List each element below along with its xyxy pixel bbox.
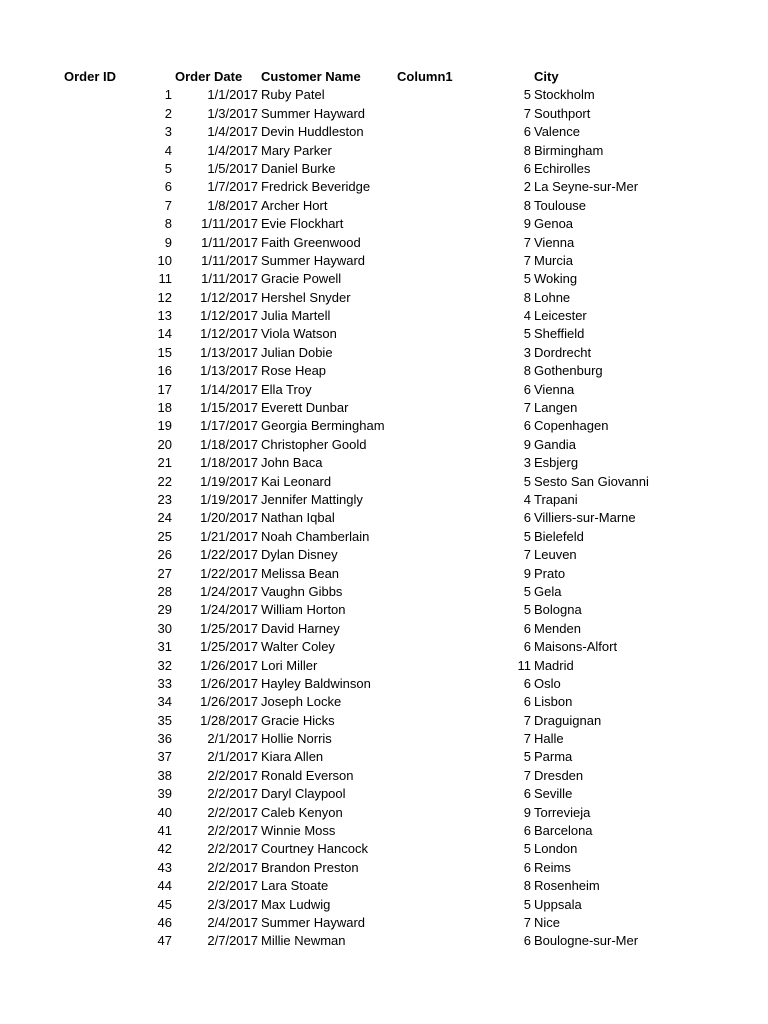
order-id-cell: 42: [157, 841, 172, 857]
order-id-cell: 44: [157, 878, 172, 894]
order-date-cell: 1/11/2017: [201, 216, 258, 232]
order-id-cell: 10: [157, 252, 172, 268]
order-id-cell: 45: [157, 896, 172, 912]
order-date-cell: 1/18/2017: [200, 455, 258, 471]
column1-cell: 7: [523, 105, 531, 121]
order-id-cell: 14: [157, 326, 172, 342]
order-date-cell: 1/22/2017: [200, 565, 258, 581]
order-date-cell: 1/24/2017: [200, 583, 258, 599]
order-id-cell: 2: [164, 105, 172, 121]
table-row: [0, 528, 768, 546]
order-date-cell: 1/11/2017: [201, 271, 258, 287]
order-date-cell: 1/26/2017: [200, 657, 258, 673]
city-cell: Dordrecht: [534, 344, 592, 360]
table-row: [0, 289, 768, 307]
table-row: [0, 896, 768, 914]
customer-name-cell: Archer Hort: [261, 197, 328, 213]
order-id-cell: 25: [157, 528, 172, 544]
header-row: [0, 68, 768, 86]
table-row: [0, 730, 768, 748]
order-date-cell: 1/17/2017: [200, 418, 258, 434]
order-id-cell: 33: [157, 675, 172, 691]
city-cell: Genoa: [534, 216, 574, 232]
customer-name-cell: Everett Dunbar: [261, 400, 349, 416]
column1-cell: 9: [523, 436, 531, 452]
order-date-cell: 1/5/2017: [207, 160, 258, 176]
customer-name-cell: Hayley Baldwinson: [261, 675, 371, 691]
column1-cell: 9: [523, 565, 531, 581]
order-id-cell: 31: [157, 639, 172, 655]
order-date-cell: 2/1/2017: [207, 731, 258, 747]
header-order-id: Order ID: [64, 69, 117, 84]
city-cell: Birmingham: [534, 142, 604, 158]
header-order-date: Order Date: [175, 69, 243, 84]
column1-cell: 7: [523, 712, 531, 728]
customer-name-cell: Max Ludwig: [261, 896, 331, 912]
order-id-cell: 11: [158, 271, 172, 287]
order-date-cell: 1/15/2017: [200, 400, 258, 416]
order-id-cell: 15: [157, 344, 172, 360]
column1-cell: 6: [523, 418, 531, 434]
city-cell: Copenhagen: [534, 418, 609, 434]
column1-cell: 9: [523, 804, 531, 820]
column1-cell: 8: [523, 289, 531, 305]
city-cell: Menden: [534, 620, 581, 636]
column1-cell: 4: [523, 491, 531, 507]
customer-name-cell: Lori Miller: [261, 657, 318, 673]
customer-name-cell: Viola Watson: [261, 326, 337, 342]
order-id-cell: 35: [157, 712, 172, 728]
table-row: [0, 509, 768, 527]
table-row: [0, 270, 768, 288]
city-cell: Barcelona: [534, 823, 593, 839]
column1-cell: 6: [523, 381, 531, 397]
table-row: [0, 620, 768, 638]
customer-name-cell: Evie Flockhart: [261, 216, 344, 232]
column1-cell: 6: [523, 510, 531, 526]
city-cell: Rosenheim: [534, 878, 600, 894]
city-cell: Madrid: [534, 657, 574, 673]
table-row: [0, 178, 768, 196]
city-cell: Leicester: [534, 308, 587, 324]
city-cell: Prato: [534, 565, 566, 581]
column1-cell: 6: [523, 823, 531, 839]
column1-cell: 11: [517, 657, 531, 673]
city-cell: La Seyne-sur-Mer: [534, 179, 639, 195]
customer-name-cell: Mary Parker: [261, 142, 332, 158]
city-cell: Bielefeld: [534, 528, 584, 544]
order-date-cell: 1/24/2017: [200, 602, 258, 618]
order-id-cell: 7: [164, 197, 172, 213]
city-cell: Bologna: [534, 602, 582, 618]
order-date-cell: 1/25/2017: [200, 639, 258, 655]
city-cell: Uppsala: [534, 896, 582, 912]
order-date-cell: 2/3/2017: [207, 896, 258, 912]
customer-name-cell: Faith Greenwood: [261, 234, 361, 250]
table-row: [0, 160, 768, 178]
table-row: [0, 840, 768, 858]
order-id-cell: 13: [157, 308, 172, 324]
column1-cell: 6: [523, 639, 531, 655]
order-id-cell: 18: [157, 400, 172, 416]
order-id-cell: 43: [157, 859, 172, 875]
city-cell: Langen: [534, 400, 578, 416]
city-cell: Leuven: [534, 547, 577, 563]
city-cell: London: [534, 841, 578, 857]
order-date-cell: 1/19/2017: [200, 491, 258, 507]
table-row: [0, 767, 768, 785]
order-date-cell: 2/2/2017: [207, 841, 258, 857]
table-row: [0, 473, 768, 491]
table-row: [0, 601, 768, 619]
order-id-cell: 20: [157, 436, 172, 452]
header-customer-name: Customer Name: [261, 69, 361, 84]
order-date-cell: 1/13/2017: [200, 363, 258, 379]
order-id-cell: 24: [157, 510, 172, 526]
city-cell: Nice: [534, 914, 561, 930]
customer-name-cell: Summer Hayward: [261, 252, 366, 268]
spreadsheet-page: [0, 68, 768, 951]
column1-cell: 8: [523, 142, 531, 158]
table-row: [0, 86, 768, 104]
order-id-cell: 23: [157, 491, 172, 507]
table-row: [0, 307, 768, 325]
customer-name-cell: Melissa Bean: [261, 565, 340, 581]
table-row: [0, 417, 768, 435]
order-id-cell: 19: [157, 418, 172, 434]
table-row: [0, 638, 768, 656]
column1-cell: 6: [523, 859, 531, 875]
column1-cell: 8: [523, 363, 531, 379]
customer-name-cell: Kiara Allen: [261, 749, 324, 765]
order-date-cell: 1/7/2017: [207, 179, 258, 195]
order-date-cell: 1/12/2017: [200, 308, 258, 324]
order-date-cell: 2/2/2017: [207, 859, 258, 875]
customer-name-cell: Devin Huddleston: [261, 124, 364, 140]
table-row: [0, 932, 768, 950]
city-cell: Torrevieja: [534, 804, 591, 820]
order-date-cell: 1/21/2017: [200, 528, 258, 544]
table-row: [0, 565, 768, 583]
city-cell: Seville: [534, 786, 573, 802]
order-date-cell: 2/2/2017: [207, 823, 258, 839]
order-id-cell: 29: [157, 602, 172, 618]
order-date-cell: 1/26/2017: [200, 675, 258, 691]
order-date-cell: 1/22/2017: [200, 547, 258, 563]
order-date-cell: 2/2/2017: [207, 786, 258, 802]
table-row: [0, 822, 768, 840]
city-cell: Sheffield: [534, 326, 585, 342]
city-cell: Esbjerg: [534, 455, 579, 471]
city-cell: Toulouse: [534, 197, 587, 213]
column1-cell: 9: [523, 216, 531, 232]
table-row: [0, 234, 768, 252]
order-id-cell: 34: [157, 694, 172, 710]
city-cell: Sesto San Giovanni: [534, 473, 649, 489]
city-cell: Gothenburg: [534, 363, 603, 379]
city-cell: Reims: [534, 859, 571, 875]
order-id-cell: 47: [157, 933, 172, 949]
customer-name-cell: Winnie Moss: [261, 823, 336, 839]
column1-cell: 8: [523, 878, 531, 894]
order-date-cell: 1/18/2017: [200, 436, 258, 452]
customer-name-cell: Dylan Disney: [261, 547, 338, 563]
table-row: [0, 859, 768, 877]
order-date-cell: 2/2/2017: [207, 767, 258, 783]
column1-cell: 3: [523, 344, 531, 360]
table-row: [0, 546, 768, 564]
order-date-cell: 2/2/2017: [207, 804, 258, 820]
order-id-cell: 28: [157, 583, 172, 599]
customer-name-cell: Fredrick Beveridge: [261, 179, 371, 195]
column1-cell: 7: [523, 234, 531, 250]
customer-name-cell: Hershel Snyder: [261, 289, 351, 305]
order-id-cell: 6: [164, 179, 172, 195]
order-id-cell: 37: [157, 749, 172, 765]
order-date-cell: 1/8/2017: [207, 197, 258, 213]
order-id-cell: 21: [157, 455, 172, 471]
city-cell: Gela: [534, 583, 562, 599]
order-date-cell: 1/3/2017: [207, 105, 258, 121]
customer-name-cell: David Harney: [261, 620, 340, 636]
city-cell: Vienna: [534, 381, 575, 397]
city-cell: Boulogne-sur-Mer: [534, 933, 639, 949]
table-row: [0, 657, 768, 675]
table-row: [0, 325, 768, 343]
order-id-cell: 39: [157, 786, 172, 802]
order-id-cell: 12: [157, 289, 172, 305]
table-row: [0, 454, 768, 472]
table-row: [0, 399, 768, 417]
order-date-cell: 1/1/2017: [207, 87, 258, 103]
order-id-cell: 38: [157, 767, 172, 783]
customer-name-cell: William Horton: [261, 602, 346, 618]
city-cell: Maisons-Alfort: [534, 639, 618, 655]
order-date-cell: 1/11/2017: [201, 234, 258, 250]
order-id-cell: 16: [157, 363, 172, 379]
table-row: [0, 215, 768, 233]
customer-name-cell: Joseph Locke: [261, 694, 342, 710]
customer-name-cell: Julia Martell: [261, 308, 331, 324]
customer-name-cell: Gracie Powell: [261, 271, 342, 287]
column1-cell: 6: [523, 786, 531, 802]
column1-cell: 7: [523, 400, 531, 416]
column1-cell: 5: [523, 473, 531, 489]
table-row: [0, 785, 768, 803]
column1-cell: 7: [523, 547, 531, 563]
order-date-cell: 1/28/2017: [200, 712, 258, 728]
column1-cell: 5: [523, 87, 531, 103]
order-date-cell: 1/19/2017: [200, 473, 258, 489]
column1-cell: 7: [523, 731, 531, 747]
column1-cell: 5: [523, 896, 531, 912]
customer-name-cell: Lara Stoate: [261, 878, 329, 894]
customer-name-cell: Nathan Iqbal: [261, 510, 335, 526]
order-id-cell: 46: [157, 914, 172, 930]
customer-name-cell: Rose Heap: [261, 363, 327, 379]
customer-name-cell: Julian Dobie: [261, 344, 333, 360]
customer-name-cell: Ruby Patel: [261, 87, 325, 103]
table-row: [0, 914, 768, 932]
customer-name-cell: Caleb Kenyon: [261, 804, 343, 820]
order-date-cell: 1/20/2017: [200, 510, 258, 526]
order-id-cell: 30: [157, 620, 172, 636]
column1-cell: 4: [523, 308, 531, 324]
order-date-cell: 1/26/2017: [200, 694, 258, 710]
city-cell: Trapani: [534, 491, 578, 507]
table-row: [0, 197, 768, 215]
header-column1: Column1: [397, 69, 453, 84]
city-cell: Lisbon: [534, 694, 573, 710]
table-row: [0, 123, 768, 141]
column1-cell: 6: [523, 675, 531, 691]
column1-cell: 5: [523, 326, 531, 342]
customer-name-cell: Noah Chamberlain: [261, 528, 370, 544]
order-date-cell: 1/12/2017: [200, 326, 258, 342]
city-cell: Vienna: [534, 234, 575, 250]
city-cell: Parma: [534, 749, 573, 765]
table-row: [0, 804, 768, 822]
table-row: [0, 712, 768, 730]
order-date-cell: 1/4/2017: [207, 142, 258, 158]
customer-name-cell: John Baca: [261, 455, 323, 471]
customer-name-cell: Vaughn Gibbs: [261, 583, 343, 599]
customer-name-cell: Christopher Goold: [261, 436, 367, 452]
city-cell: Valence: [534, 124, 581, 140]
customer-name-cell: Ronald Everson: [261, 767, 354, 783]
city-cell: Southport: [534, 105, 591, 121]
order-date-cell: 2/1/2017: [207, 749, 258, 765]
order-date-cell: 1/13/2017: [200, 344, 258, 360]
column1-cell: 5: [523, 841, 531, 857]
table-row: [0, 252, 768, 270]
order-id-cell: 36: [157, 731, 172, 747]
column1-cell: 6: [523, 160, 531, 176]
order-id-cell: 40: [157, 804, 172, 820]
column1-cell: 6: [523, 124, 531, 140]
table-row: [0, 142, 768, 160]
column1-cell: 2: [523, 179, 531, 195]
customer-name-cell: Brandon Preston: [261, 859, 359, 875]
customer-name-cell: Hollie Norris: [261, 731, 332, 747]
order-id-cell: 41: [157, 823, 172, 839]
city-cell: Stockholm: [534, 87, 595, 103]
table-row: [0, 381, 768, 399]
order-date-cell: 1/12/2017: [200, 289, 258, 305]
order-id-cell: 27: [157, 565, 172, 581]
order-date-cell: 1/14/2017: [200, 381, 258, 397]
city-cell: Draguignan: [534, 712, 602, 728]
table-row: [0, 362, 768, 380]
city-cell: Echirolles: [534, 160, 591, 176]
order-date-cell: 1/11/2017: [201, 252, 258, 268]
order-id-cell: 32: [157, 657, 172, 673]
order-id-cell: 5: [164, 160, 172, 176]
order-id-cell: 8: [164, 216, 172, 232]
column1-cell: 8: [523, 197, 531, 213]
table-row: [0, 491, 768, 509]
column1-cell: 6: [523, 620, 531, 636]
data-rows: [0, 86, 768, 950]
table-row: [0, 105, 768, 123]
customer-name-cell: Gracie Hicks: [261, 712, 335, 728]
order-date-cell: 2/7/2017: [207, 933, 258, 949]
order-id-cell: 17: [157, 381, 172, 397]
customer-name-cell: Courtney Hancock: [261, 841, 368, 857]
customer-name-cell: Jennifer Mattingly: [261, 491, 363, 507]
city-cell: Gandia: [534, 436, 576, 452]
table-row: [0, 583, 768, 601]
customer-name-cell: Georgia Bermingham: [261, 418, 385, 434]
order-id-cell: 9: [164, 234, 172, 250]
city-cell: Villiers-sur-Marne: [534, 510, 636, 526]
customer-name-cell: Walter Coley: [261, 639, 335, 655]
city-cell: Oslo: [534, 675, 561, 691]
table-row: [0, 877, 768, 895]
column1-cell: 6: [523, 694, 531, 710]
order-id-cell: 22: [157, 473, 172, 489]
order-id-cell: 4: [164, 142, 172, 158]
table-row: [0, 693, 768, 711]
header-city: City: [534, 69, 559, 84]
column1-cell: 5: [523, 528, 531, 544]
column1-cell: 7: [523, 914, 531, 930]
order-id-cell: 1: [164, 87, 172, 103]
order-date-cell: 2/4/2017: [207, 914, 258, 930]
column1-cell: 3: [523, 455, 531, 471]
customer-name-cell: Summer Hayward: [261, 105, 366, 121]
table-row: [0, 344, 768, 362]
column1-cell: 7: [523, 252, 531, 268]
city-cell: Lohne: [534, 289, 571, 305]
city-cell: Dresden: [534, 767, 584, 783]
column1-cell: 6: [523, 933, 531, 949]
table-row: [0, 675, 768, 693]
order-id-cell: 3: [164, 124, 172, 140]
table-row: [0, 748, 768, 766]
column1-cell: 5: [523, 271, 531, 287]
column1-cell: 5: [523, 602, 531, 618]
table-row: [0, 436, 768, 454]
column1-cell: 5: [523, 583, 531, 599]
customer-name-cell: Millie Newman: [261, 933, 346, 949]
order-date-cell: 2/2/2017: [207, 878, 258, 894]
order-date-cell: 1/25/2017: [200, 620, 258, 636]
order-date-cell: 1/4/2017: [207, 124, 258, 140]
city-cell: Woking: [534, 271, 578, 287]
customer-name-cell: Summer Hayward: [261, 914, 366, 930]
customer-name-cell: Kai Leonard: [261, 473, 332, 489]
customer-name-cell: Daryl Claypool: [261, 786, 346, 802]
customer-name-cell: Daniel Burke: [261, 160, 336, 176]
order-id-cell: 26: [157, 547, 172, 563]
column1-cell: 7: [523, 767, 531, 783]
customer-name-cell: Ella Troy: [261, 381, 312, 397]
city-cell: Murcia: [534, 252, 574, 268]
city-cell: Halle: [534, 731, 564, 747]
column1-cell: 5: [523, 749, 531, 765]
